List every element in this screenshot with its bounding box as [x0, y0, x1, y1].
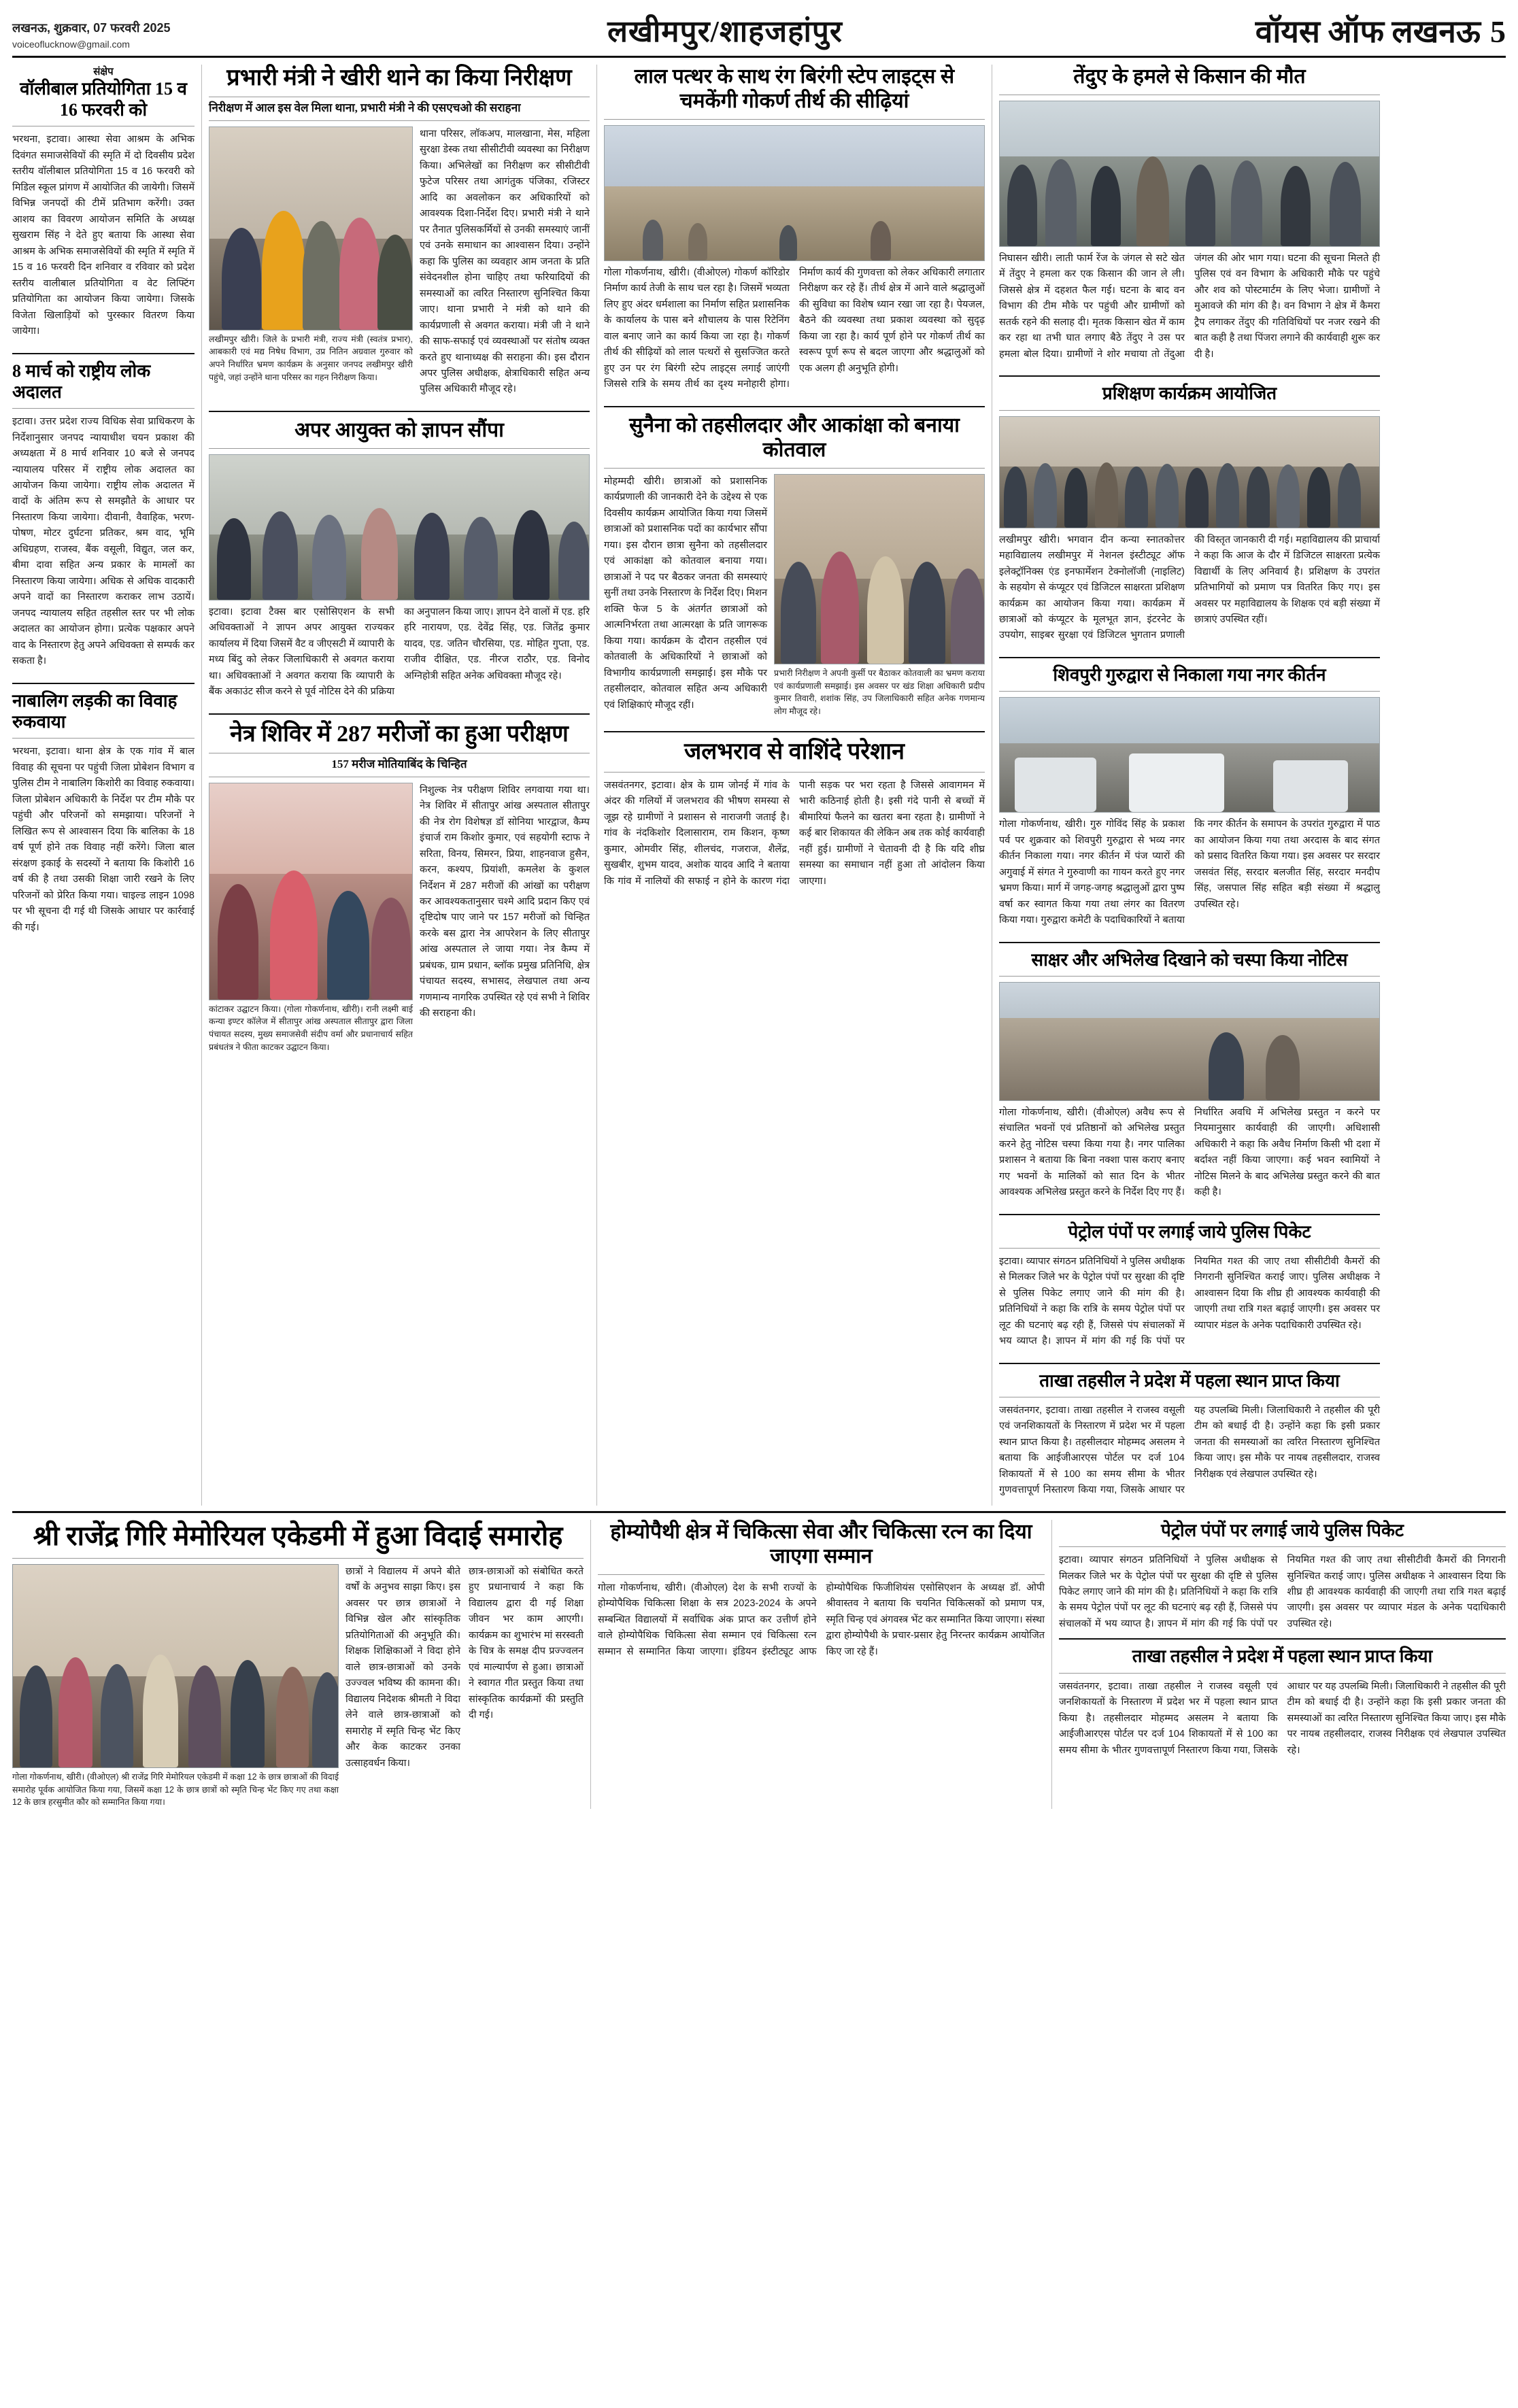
column-rule	[596, 65, 597, 1506]
photo-figures	[605, 207, 984, 260]
article-text: इटावा। उत्तर प्रदेश राज्य विधिक सेवा प्राधिकरण के निर्देशानुसार जनपद न्यायाधीश चयन प्रकाश की अध्यक्षता में 8 मार्च शनिवार 10 बजे से जनपद न्यायालय परिसर में राष्ट्रीय लोक अदालत का आयोजन किया जायेगा। राष्ट्रीय लोक अदालत में वादों के अंतिम रूप से समझौते के आधार पर निस्तारण किया जायेगा। दीवानी, वैवाहिक, भरण-पोषण, मोटर दुर्घटना प्रतिकर, श्रम वाद, भूमि अधिग्रहण, राजस्व, बैंक वसूली, विद्युत, जल कर, बीमा दावा सहित अन्य प्रकार के मामलों का निस्तारण किया जायेगा। अधिक से अधिक वादकारी अपने वादों का निस्तारण कराकर लाभ उठायें। जनपद न्यायालय सहित तहसील स्तर पर भी लोक अदालत का आयोजन होगा। प्रत्येक पक्षकार अपने वाद के निस्तारण हेतु अपने अधिवक्ता से सम्पर्क कर सकता है।	[12, 416, 195, 667]
article-training-program	[999, 383, 1380, 644]
headline: वॉलीबाल प्रतियोगिता 15 व 16 फरवरी को	[20, 79, 187, 120]
article-takha-tehsil-rank	[999, 1370, 1380, 1499]
photo-caption: कांटाकर उद्घाटन किया। (गोला गोकर्णनाथ, खीरी)। रानी लक्ष्मी बाई कन्या इण्टर कॉलेज में सीतापुर आंख अस्पताल सीतापुर द्वारा जिला पंचायत सदस्य, मुख्य समाजसेवी संदीप वर्मा और प्रधानाचार्य सहित प्रबंधतंत्र ने फीता काटकर उद्घाटन किया।	[209, 1004, 413, 1052]
article-petrol-pump-picket	[999, 1221, 1380, 1350]
headline: 8 मार्च को राष्ट्रीय लोक अदालत	[12, 360, 151, 402]
headline: नेत्र शिविर में 287 मरीजों का हुआ परीक्षण	[230, 721, 569, 747]
article-text: इटावा। व्यापार संगठन प्रतिनिधियों ने पुलिस अधीक्षक से मिलकर जिले भर के पेट्रोल पंपों पर सुरक्षा की दृष्टि से पुलिस पिकेट लगाए जाने की मांग की है। प्रतिनिधियों ने कहा कि रात्रि के समय पेट्रोल पंपों पर लूट की घटनाएं बढ़ रही हैं, जिससे पंप संचालकों में भय व्याप्त है। ज्ञापन में मांग की गई कि पंपों पर नियमित गश्त की जाए तथा सीसीटीवी कैमरों की निगरानी सुनिश्चित कराई जाए। पुलिस अधीक्षक ने आश्वासन दिया कि शीघ्र ही आवश्यक कार्यवाही की जाएगी तथा रात्रि गश्त बढ़ाई जाएगी। इस अवसर पर व्यापार मंडल के अनेक पदाधिकारी उपस्थित रहे।	[1059, 1555, 1506, 1629]
photo-figures	[13, 1642, 338, 1767]
headline: अपर आयुक्त को ज्ञापन सौंपा	[294, 418, 504, 441]
headline: जलभराव से वाशिंदे परेशान	[684, 739, 905, 764]
divider	[999, 375, 1380, 377]
article-gokarn-steps	[604, 65, 985, 393]
kicker: संक्षेप	[93, 67, 114, 78]
photo-building-notice	[999, 982, 1380, 1101]
headline: नाबालिग लड़की का विवाह रुकवाया	[12, 690, 178, 732]
page-body	[12, 65, 1506, 1506]
divider	[209, 411, 590, 412]
divider	[12, 408, 195, 409]
headline: प्रभारी मंत्री ने खीरी थाने का किया निरीक्षण	[226, 65, 572, 90]
divider	[999, 691, 1380, 692]
photo-students-officials	[774, 474, 985, 664]
photo-farewell-ceremony	[12, 1564, 339, 1768]
column-3	[604, 65, 985, 1506]
headline: तेंदुए के हमले से किसान की मौत	[1073, 65, 1306, 88]
divider	[999, 1248, 1380, 1249]
divider	[1059, 1546, 1506, 1547]
divider	[12, 353, 195, 354]
photo-caption: लखीमपुर खीरी। जिले के प्रभारी मंत्री, राज्य मंत्री (स्वतंत्र प्रभार), आबकारी एवं मद्य निषेध विभाग, उप्र नितिन अग्रवाल गुरुवार को अपने निर्धारित भ्रमण कार्यक्रम के अनुसार जनपद लखीमपुर खीरी पहुंचे, जहां उन्होंने थाना परिसर का गहन निरीक्षण किया।	[209, 334, 413, 382]
article-lok-adalat	[12, 360, 195, 670]
divider	[1059, 1673, 1506, 1674]
article-text: गोला गोकर्णनाथ, खीरी। (वीओएल) अवैध रूप से संचालित भवनों एवं प्रतिष्ठानों को अभिलेख प्रस्तुत करने हेतु नोटिस चस्पा किया गया है। नगर पालिका प्रशासन ने बताया कि बिना नक्शा पास कराए बनाए गए भवनों के मालिकों को सात दिन के भीतर आवश्यक अभिलेख प्रस्तुत करने के निर्देश दिए गए हैं। निर्धारित अवधि में अभिलेख प्रस्तुत न करने पर नियमानुसार कार्यवाही की जाएगी। अधिशासी अधिकारी ने कहा कि अवैध निर्माण किसी भी दशा में बर्दाश्त नहीं किया जाएगा। कई भवन स्वामियों ने नोटिस मिलने के बाद अभिलेख प्रस्तुत करने की बात कही है।	[999, 1106, 1380, 1198]
article-text: थाना परिसर, लॉकअप, मालखाना, मेस, महिला सुरक्षा डेस्क तथा सीसीटीवी व्यवस्था का निरीक्षण किया। अभिलेखों का निरीक्षण कर सीसीटीवी फुटेज परिसर तथा आगंतुक पंजिका, रजिस्टर आदि का अवलोकन कर अधिकारियों को आवश्यक दिशा-निर्देश दिए। प्रभारी मंत्री ने थाने पर तैनात पुलिसकर्मियों से उनकी समस्याएं जानीं एवं उनके समाधान का आश्वासन दिया। उन्होंने कहा कि पुलिस का व्यवहार आम जनता के प्रति संवेदनशील होना चाहिए तथा फरियादियों की समस्याओं का त्वरित निस्तारण सुनिश्चित किया जाए। थाना प्रभारी ने मंत्री को थाने की कार्यप्रणाली से अवगत कराया। मंत्री जी ने थाने की साफ-सफाई एवं व्यवस्थाओं पर संतोष व्यक्त करते हुए थानाध्यक्ष की सराहना की। इस दौरान अपर पुलिस अधीक्षक, क्षेत्राधिकारी सहित अन्य पुलिस अधिकारी मौजूद रहे।	[420, 128, 590, 395]
article-volleyball	[12, 65, 195, 340]
headline: ताखा तहसील ने प्रदेश में पहला स्थान प्राप्त किया	[1039, 1370, 1340, 1391]
divider	[12, 1558, 584, 1559]
divider	[209, 448, 590, 449]
headline: पेट्रोल पंपों पर लगाई जाये पुलिस पिकेट	[1068, 1221, 1311, 1242]
article-minister-inspection	[209, 65, 590, 398]
photo-figures	[775, 547, 984, 664]
article-text: मोहम्मदी खीरी। छात्राओं को प्रशासनिक कार्यप्रणाली की जानकारी देने के उद्देश्य से एक दिवसीय कार्यक्रम आयोजित किया गया जिसमें छात्राओं को प्रशासनिक पदों का कार्यभार सौंपा गया। इस दौरान छात्रा सुनैना को तहसीलदार एवं आकांक्षा को कोतवाल बनाया गया। छात्राओं ने पद पर बैठकर जनता की समस्याएं सुनीं तथा उनके निस्तारण के निर्देश दिए। मिशन शक्ति फेज 5 के अंतर्गत छात्राओं को आत्मनिर्भरता तथा आत्मरक्षा के प्रति जागरूक किया गया। कार्यक्रम के दौरान तहसील एवं कोतवाली के अधिकारियों ने छात्राओं को विभागीय कार्यप्रणाली समझाई। इस मौके पर तहसीलदार, कोतवाल सहित अन्य अधिकारी एवं शिक्षिकाएं मौजूद रहीं।	[604, 475, 767, 711]
divider	[12, 683, 195, 684]
divider	[604, 406, 985, 407]
article-notice-pasted	[999, 949, 1380, 1201]
headline: पेट्रोल पंपों पर लगाई जाये पुलिस पिकेट	[1160, 1520, 1404, 1540]
article-waterlogging	[604, 739, 985, 889]
article-leopard-attack	[999, 65, 1380, 362]
headline: साक्षर और अभिलेख दिखाने को चस्पा किया नोटिस	[1031, 949, 1348, 970]
masthead	[12, 10, 1506, 58]
article-text: गोला गोकर्णनाथ, खीरी। गुरु गोविंद सिंह के प्रकाश पर्व पर शुक्रवार को शिवपुरी गुरुद्वारा से भव्य नगर कीर्तन निकाला गया। नगर कीर्तन में पंज प्यारों की अगुवाई में संगत ने गुरुवाणी का गायन करते हुए नगर भ्रमण किया। मार्ग में जगह-जगह श्रद्धालुओं द्वारा पुष्प वर्षा कर स्वागत किया गया तथा लंगर का वितरण किया गया। गुरुद्वारा कमेटी के पदाधिकारियों ने बताया कि नगर कीर्तन के समापन के उपरांत गुरुद्वारा में पाठ का आयोजन किया गया तथा अरदास के बाद संगत को प्रसाद वितरित किया गया। इस अवसर पर सरदार जसवंत सिंह, सरदार बलजीत सिंह, सरदार मनदीप सिंह, जसपाल सिंह सहित बड़ी संख्या में श्रद्धालु उपस्थित रहे।	[999, 819, 1380, 926]
photo-figures	[209, 865, 412, 999]
divider	[12, 738, 195, 739]
photo-figures	[209, 204, 412, 330]
article-text: इटावा। इटावा टैक्स बार एसोसिएशन के सभी अधिवक्ताओं ने ज्ञापन अपर आयुक्त राज्यकर कार्यालय में दिया जिसमें वैट व जीएसटी में व्यापारी के मध्य बिंदु को लेकर जिलाधिकारी से अवगत कराया था। अधिवक्ताओं ने अवगत कराया कि व्यापारी के बैंक अकाउंट सीज करने से पूर्व नोटिस देने की प्रक्रिया का अनुपालन किया जाए। ज्ञापन देने वालों में एड. हरि हरि नारायण, एड. देवेंद्र सिंह, एड. जितेंद्र कुमार यादव, एड. जतिन चौरसिया, एड. मोहित गुप्ता, एड. राजीव दीक्षित, एड. नीरज राठौर, एड. विनोद अग्निहोत्री सहित अनेक अधिवक्ता मौजूद रहे।	[209, 606, 590, 698]
divider	[604, 119, 985, 120]
article-eye-camp	[209, 721, 590, 1054]
article-nagar-kirtan	[999, 664, 1380, 929]
paper-nameplate	[1152, 10, 1506, 52]
page-number: 5	[1490, 14, 1506, 49]
column-rule	[590, 1520, 591, 1809]
photo-caption: प्रभारी निरीक्षण ने अपनी कुर्सी पर बैठाकर कोतवाली का भ्रमण कराया एवं कार्यप्रणाली समझाई। इस अवसर पर खंड शिक्षा अधिकारी प्रदीप कुमार तिवारी, शशांक सिंह, उप जिलाधिकारी सहित अनेक गणमान्य लोग मौजूद रहे।	[774, 668, 985, 717]
photo-figures	[1000, 1032, 1379, 1100]
headline: प्रशिक्षण कार्यक्रम आयोजित	[1102, 384, 1277, 404]
divider	[999, 410, 1380, 411]
masthead-email: voiceoflucknow@gmail.com	[12, 39, 130, 50]
headline: ताखा तहसील ने प्रदेश में पहला स्थान प्राप्त किया	[1132, 1646, 1433, 1667]
photo-figures	[1000, 145, 1379, 246]
column-rule	[201, 65, 202, 1506]
article-text: निघासन खीरी। लाती फार्म रेंज के जंगल से सटे खेत में तेंदुए ने हमला कर एक किसान की जान ले ली। जिससे क्षेत्र में दहशत फैल गई। घटना के बाद वन विभाग की टीम मौके पर पहुंची और ग्रामीणों को सतर्क रहने की सलाह दी। मृतक किसान खेत में काम कर रहा था तभी घात लगाए बैठे तेंदुए ने उस पर हमला बोल दिया। ग्रामीणों ने शोर मचाया तो तेंदुआ जंगल की ओर भाग गया। घटना की सूचना मिलते ही पुलिस एवं वन विभाग के अधिकारी मौके पर पहुंचे और शव को पोस्टमार्टम के लिए भेजा। ग्रामीणों ने मुआवजे की मांग की है। वन विभाग ने क्षेत्र में कैमरा ट्रैप लगाकर तेंदुए की गतिविधियों पर नजर रखने की बात कही है तथा पिंजरा लगाने की कार्यवाही शुरू कर दी है।	[999, 253, 1380, 360]
article-text: भरथना, इटावा। थाना क्षेत्र के एक गांव में बाल विवाह की सूचना पर पहुंची जिला प्रोबेशन विभाग व पुलिस टीम ने नाबालिग किशोरी का विवाह रुकवाया। जिला प्रोबेशन अधिकारी के निर्देश पर टीम मौके पर पहुंची और परिजनों को समझाया। परिजनों ने लिखित रूप से आश्वासन दिया कि बालिका के 18 वर्ष पूर्ण होने तक विवाह नहीं करेंगे। जिला बाल संरक्षण इकाई के सदस्यों ने बताया कि किशोरी 16 वर्ष की है तथा उसकी शिक्षा जारी रखने के लिए परिजनों को प्रेरित किया गया। चाइल्ड लाइन 1098 पर भी सूचना दी गई थी जिसके आधार पर कार्रवाई की गई।	[12, 746, 195, 933]
headline: होम्योपैथी क्षेत्र में चिकित्सा सेवा और चिकित्सा रत्न का दिया जाएगा सम्मान	[610, 1520, 1032, 1567]
headline: लाल पत्थर के साथ रंग बिरंगी स्टेप लाइट्स से चमकेंगी गोकर्ण तीर्थ की सीढ़ियां	[634, 65, 955, 112]
article-mission-shakti	[604, 413, 985, 718]
article-text: जसवंतनगर, इटावा। ताखा तहसील ने राजस्व वसूली एवं जनशिकायतों के निस्तारण में प्रदेश भर में पहला स्थान प्राप्त किया है। तहसीलदार मोहम्मद असलम ने बताया कि आईजीआरएस पोर्टल पर दर्ज 104 शिकायतों में से 100 का समय सीमा के भीतर गुणवत्तापूर्ण निस्तारण किया गया, जिसके आधार पर यह उपलब्धि मिली। जिलाधिकारी ने तहसील की पूरी टीम को बधाई दी है। उन्होंने कहा कि इसी प्रकार जनता की समस्याओं का त्वरित निस्तारण सुनिश्चित किया जाए। इस मौके पर नायब तहसीलदार, राजस्व निरीक्षक एवं लेखपाल उपस्थित रहे।	[1059, 1680, 1506, 1756]
column-1	[12, 65, 195, 1506]
column-4	[999, 65, 1380, 1506]
column-2	[209, 65, 590, 1506]
photo-nagar-kirtan	[999, 697, 1380, 813]
sub-headline: निरीक्षण में आल इस वेल मिला थाना, प्रभारी मंत्री ने की एसएचओ की सराहना	[209, 97, 590, 121]
column-rule	[1051, 1520, 1052, 1809]
bottom-feature	[12, 1511, 1506, 1809]
article-text-2: छात्र-छात्राओं को संबोधित करते हुए प्रधानाचार्य ने कहा कि विद्यालय द्वारा दी गई शिक्षा जीवन भर काम आएगी। कार्यक्रम का शुभारंभ मां सरस्वती के चित्र के समक्ष दीप प्रज्ज्वलन एवं माल्यार्पण से हुआ। छात्राओं ने स्वागत गीत प्रस्तुत किया तथा सांस्कृतिक कार्यक्रमों की प्रस्तुति दी गई।	[469, 1565, 584, 1721]
divider	[999, 1214, 1380, 1215]
headline: सुनैना को तहसीलदार और आकांक्षा को बनाया कोतवाल	[629, 413, 960, 461]
photo-caption: गोला गोकर्णनाथ, खीरी। (वीओएल) श्री राजेंद्र गिरि मेमोरियल एकेडमी में कक्षा 12 के छात्र छात्राओं की विदाई समारोह पूर्वक आयोजित किया गया, जिसमें कक्षा 12 के छात्र छात्रों को स्मृति चिन्ह भेंट किए गए तथा कक्षा 12 के छात्र हरसुमीत कौर को सम्मानित किया गया।	[12, 1771, 339, 1808]
bottom-right-col-1	[598, 1520, 1045, 1809]
divider	[999, 1363, 1380, 1364]
divider	[1059, 1638, 1506, 1640]
article-text: इटावा। व्यापार संगठन प्रतिनिधियों ने पुलिस अधीक्षक से मिलकर जिले भर के पेट्रोल पंपों पर सुरक्षा की दृष्टि से पुलिस पिकेट लगाए जाने की मांग की है। प्रतिनिधियों ने कहा कि रात्रि के समय पेट्रोल पंपों पर लूट की घटनाएं बढ़ रही हैं, जिससे पंप संचालकों में भय व्याप्त है। ज्ञापन में मांग की गई कि पंपों पर नियमित गश्त की जाए तथा सीसीटीवी कैमरों की निगरानी सुनिश्चित कराई जाए। पुलिस अधीक्षक ने आश्वासन दिया कि शीघ्र ही आवश्यक कार्यवाही की जाएगी तथा रात्रि गश्त बढ़ाई जाएगी। इस अवसर पर व्यापार मंडल के अनेक पदाधिकारी उपस्थित रहे।	[999, 1255, 1380, 1347]
article-child-marriage	[12, 690, 195, 936]
bottom-right	[598, 1520, 1506, 1809]
photo-gokarn-construction	[604, 125, 985, 261]
article-text: जसवंतनगर, इटावा। ताखा तहसील ने राजस्व वसूली एवं जनशिकायतों के निस्तारण में प्रदेश भर में पहला स्थान प्राप्त किया है। तहसीलदार मोहम्मद असलम ने बताया कि आईजीआरएस पोर्टल पर दर्ज 104 शिकायतों में से 100 का समय सीमा के भीतर गुणवत्तापूर्ण निस्तारण किया गया, जिसके आधार पर यह उपलब्धि मिली। जिलाधिकारी ने तहसील की पूरी टीम को बधाई दी है। उन्होंने कहा कि इसी प्रकार जनता की समस्याओं का त्वरित निस्तारण सुनिश्चित किया जाए। इस मौके पर नायब तहसीलदार, राजस्व निरीक्षक एवं लेखपाल उपस्थित रहे।	[999, 1404, 1380, 1496]
edition-title: लखीमपुर/शाहजहांपुर	[607, 15, 843, 48]
article-text: गोला गोकर्णनाथ, खीरी। (वीओएल) गोकर्ण कॉरिडोर निर्माण कार्य तेजी के साथ चल रहा है। जिसमें भव्यता लिए हुए अंदर धर्मशाला का निर्माण सहित प्रशासनिक के कार्यालय के पास बने शौचालय के पास रिटेनिंग वाल बनाए जाने का कार्य किया जा रहा है। गोकर्ण तीर्थ की सीढ़ियों को लाल पत्थरों से सुसज्जित करते हुए उन पर रंग बिरंगी स्टेप लाइट्स लगाई जाएंगी जिससे रात्रि के समय तीर्थ का दृश्य मनोहारी होगा। निर्माण कार्य की गुणवत्ता को लेकर अधिकारी लगातार निरीक्षण कर रहे हैं। तीर्थ क्षेत्र में आने वाले श्रद्धालुओं की सुविधा का विशेष ध्यान रखा जा रहा है। पेयजल, बैठने की व्यवस्था तथा प्रकाश व्यवस्था को सुदृढ़ किया जा रहा है। कार्य पूर्ण होने पर गोकर्ण तीर्थ का स्वरूप पूर्ण रूप से बदल जाएगा और श्रद्धालुओं को एक अलग ही अनुभूति होगी।	[604, 267, 985, 390]
photo-memorandum	[209, 454, 590, 600]
masthead-date: लखनऊ, शुक्रवार, 07 फरवरी 2025	[12, 21, 171, 35]
divider	[598, 1574, 1045, 1575]
divider	[604, 772, 985, 773]
article-text: जसवंतनगर, इटावा। क्षेत्र के ग्राम जोनई में गांव के अंदर की गलियों में जलभराव की भीषण समस्या से जूझ रहे ग्रामीणों ने प्रशासन से नाराजगी जताई है। गांव के नंदकिशोर दिलासाराम, राम किशन, कृष्ण कुमार, ओमवीर सिंह, शीलचंद, गजराज, शैलेंद्र, सुखबीर, शुभम यादव, अशोक यादव आदि ने बताया कि गांव में नालियों की सफाई न होने के कारण गंदा पानी सड़क पर भरा रहता है जिससे आवागमन में भारी कठिनाई होती है। इसी गंदे पानी से बच्चों में बीमारियां फैलने का खतरा बना रहता है। ग्रामीणों ने कई बार शिकायत की लेकिन अब तक कोई कार्यवाही नहीं हुई। ग्रामीणों ने चेतावनी दी है कि यदि शीघ्र समस्या का समाधान नहीं हुआ तो आंदोलन किया जाएगा।	[604, 779, 985, 887]
article-text: निशुल्क नेत्र परीक्षण शिविर लगवाया गया था। नेत्र शिविर में सीतापुर आंख अस्पताल सीतापुर की नेत्र रोग विशेषज्ञ डॉ सोनिया भारद्वाज, कैम्प इंचार्ज राम किशोर कुमार, एवं सहयोगी स्टाफ ने सरिता, विनय, सिमरन, प्रिया, शाहनवाज हुसैन, करन, कश्यप, प्रियांशी, कमलेश के कुशल निर्देशन में 287 मरीजों की आंखों का परीक्षण कर आवश्यकतानुसार चश्मे आदि प्रदान किए एवं दृष्टिदोष पाए जाने पर 157 मरीजों को चिन्हित करके बस द्वारा नेत्र आपरेशन के लिए सीतापुर आंख अस्पताल ले जाया गया। नेत्र कैम्प में प्रबंधक, ग्राम प्रधान, ब्लॉक प्रमुख प्रतिनिधि, क्षेत्र पंचायत सदस्य, सभासद, लेखपाल तथा अन्य गणमान्य नागरिक उपस्थित रहे एवं सभी ने शिविर की सराहना की।	[420, 784, 590, 1019]
article-memorandum	[209, 418, 590, 700]
photo-group-training	[999, 416, 1380, 528]
article-text-1: छात्रों ने विद्यालय में अपने बीते वर्षों के अनुभव साझा किए। इस अवसर पर छात्र छात्राओं ने विभिन्न खेल और सांस्कृतिक प्रतियोगिताओं की अनुभूति की। शिक्षक शिक्षिकाओं ने विदा होने वाले छात्र-छात्राओं को उनके उज्ज्वल भविष्य की कामना की। विद्यालय निदेशक श्रीमती ने विदा लेने वाले छात्र-छात्राओं को समारोह में स्मृति चिन्ह भेंट किए और केक काटकर उनका उत्साहवर्धन किया।	[345, 1565, 460, 1769]
divider	[604, 468, 985, 469]
photo-minister-inspection	[209, 126, 413, 330]
article-text: लखीमपुर खीरी। भगवान दीन कन्या स्नातकोत्तर महाविद्यालय लखीमपुर में नेशनल इंस्टीट्यूट ऑफ इलेक्ट्रॉनिक्स एंड इनफार्मेशन टेक्नोलॉजी (नाइलिट) के सहयोग से कंप्यूटर एवं डिजिटल साक्षरता प्रशिक्षण कार्यक्रम का आयोजन किया गया। कार्यक्रम में छात्राओं को कंप्यूटर के मूलभूत ज्ञान, इंटरनेट के उपयोग, साइबर सुरक्षा एवं डिजिटल भुगतान प्रणाली की विस्तृत जानकारी दी गई। महाविद्यालय की प्राचार्या ने कहा कि आज के दौर में डिजिटल साक्षरता प्रत्येक विद्यार्थी के लिए अनिवार्य है। प्रशिक्षण के उपरांत प्रतिभागियों को प्रमाण पत्र वितरित किए गए। इस अवसर पर महाविद्यालय के शिक्षक एवं बड़ी संख्या में छात्राएं उपस्थित रहीं।	[999, 534, 1380, 641]
article-text: गोला गोकर्णनाथ, खीरी। (वीओएल) देश के सभी राज्यों के होम्योपैथिक चिकित्सा शिक्षा के सत्र 2023-2024 के अपने सम्बन्धित विद्यालयों में सर्वाधिक अंक प्राप्त कर उत्तीर्ण होने वाले होम्योपैथिक चिकित्सा सेवा सम्मान एवं चिकित्सा रत्न सम्मान से सम्मानित किया जाएगा। इंडियन इंस्टीट्यूट आफ होम्योपैथिक फिजीशियंस एसोसिएशन के अध्यक्ष डॉ. ओपी श्रीवास्तव ने बताया कि चयनित चिकित्सकों को प्रमाण पत्र, स्मृति चिन्ह एवं अंगवस्त्र भेंट कर सम्मानित किया जाएगा। संस्था द्वारा होम्योपैथी के प्रचार-प्रसार हेतु निरन्तर कार्यक्रम आयोजित किए जा रहे हैं।	[598, 1582, 1045, 1657]
photo-eye-camp	[209, 783, 413, 1000]
headline: शिवपुरी गुरुद्वारा से निकाला गया नगर कीर्तन	[1053, 664, 1326, 685]
masthead-left	[12, 19, 298, 52]
sub-headline: 157 मरीज मोतियाबिंद के चिन्हित	[209, 753, 590, 777]
bottom-right-col-2	[1059, 1520, 1506, 1809]
divider	[604, 731, 985, 732]
bottom-left	[12, 1520, 584, 1809]
photo-figures	[1000, 749, 1379, 812]
photo-figures	[209, 510, 589, 600]
photo-leopard-crowd	[999, 101, 1380, 247]
paper-name: वॉयस ऑफ लखनऊ	[1255, 14, 1481, 49]
divider	[999, 942, 1380, 943]
headline: श्री राजेंद्र गिरि मेमोरियल एकेडमी में हुआ विदाई समारोह	[33, 1520, 563, 1551]
divider	[999, 657, 1380, 658]
article-text: भरथना, इटावा। आस्था सेवा आश्रम के अभिक दिवंगत समाजसेवियों की स्मृति में दो दिवसीय प्रदेश स्तरीय वॉलीबाल प्रतियोगिता 15 व 16 फरवरी को मिडिल स्कूल प्रांगण में आयोजित की जायेगी। जिसमें विभिन्न जनपदों की टीमें प्रतिभाग करेंगी। उक्त आशय का विवरण आयोजन समिति के अध्यक्ष सुखराम सिंह ने देते हुए बताया कि आस्था सेवा आश्रम के अभिक समाजसेवियों की स्मृति में स्मृति में 15 व 16 फरवरी दिन शनिवार व रविवार को प्रदेश स्तरीय वालीबाल प्रतियोगिता व वेट लिफ्टिंग प्रतियोगिता का आयोजन किया जायेगा। जिसके विजेता खिलाड़ियों को पुरस्कार वितरण किया जायेगा।	[12, 134, 195, 337]
divider	[209, 713, 590, 715]
divider	[999, 976, 1380, 977]
photo-figures	[1000, 454, 1379, 528]
